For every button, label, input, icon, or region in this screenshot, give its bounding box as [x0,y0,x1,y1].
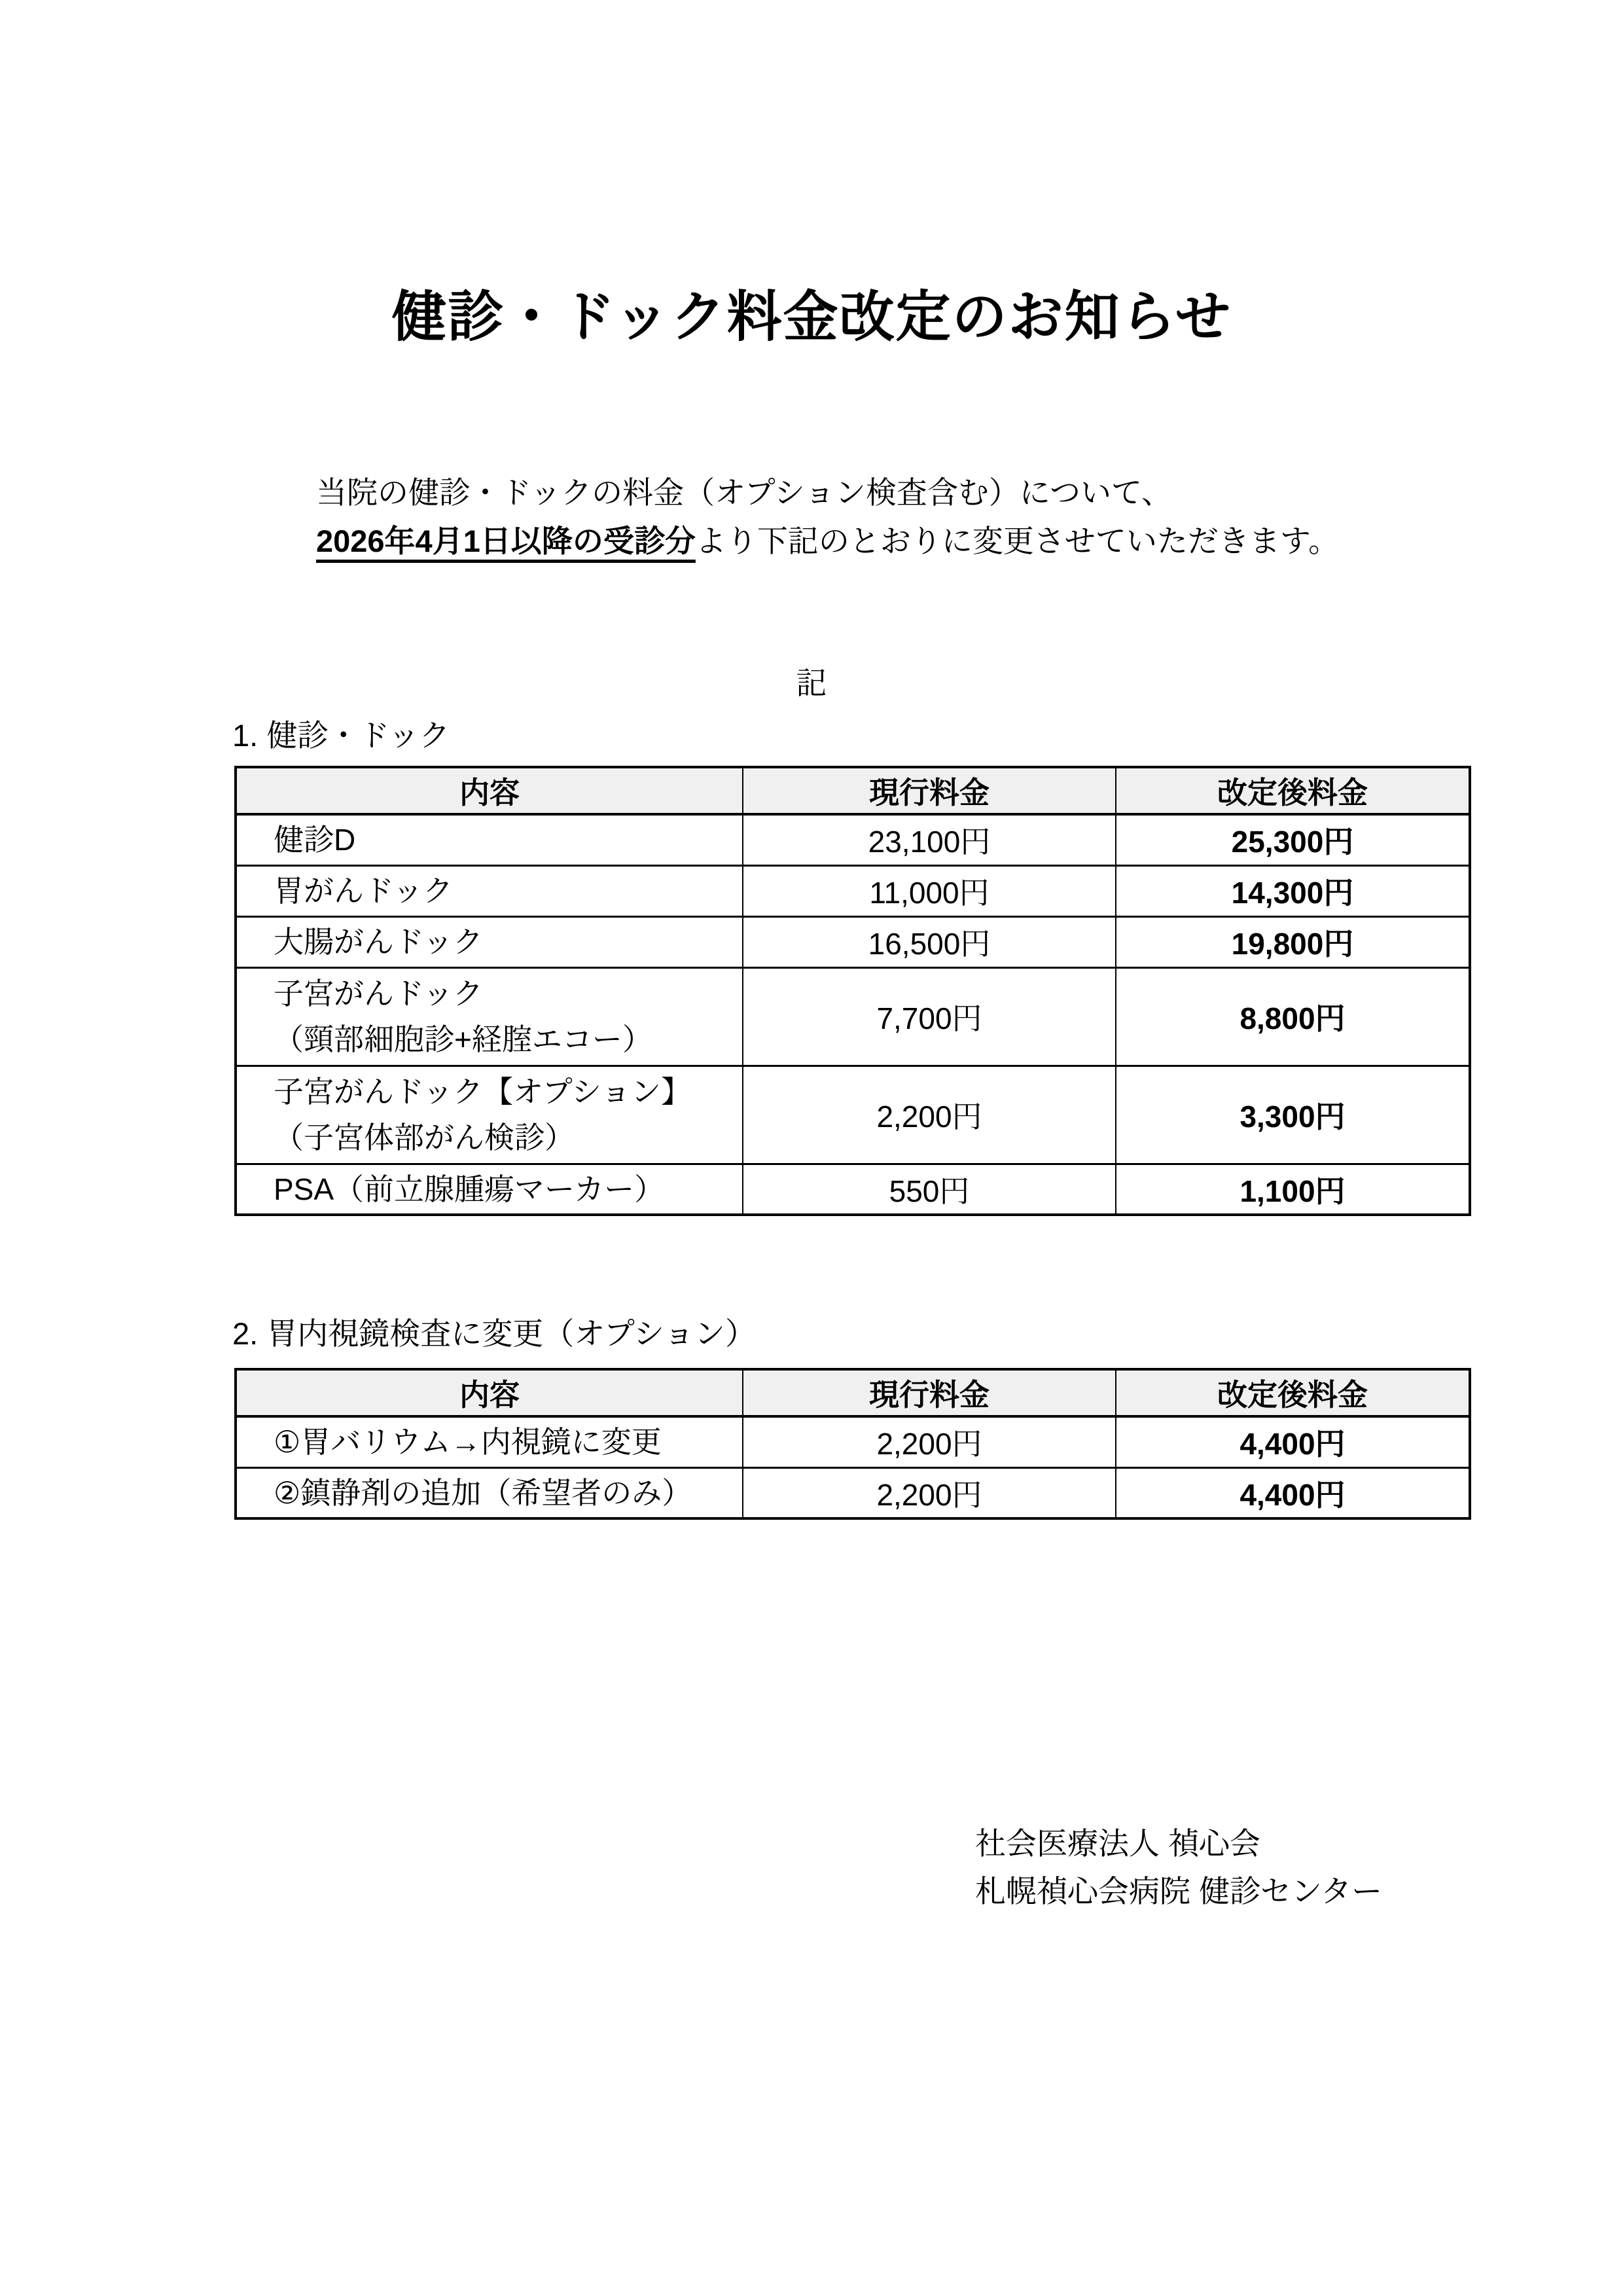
revised-fee: 14,300円 [1116,865,1470,916]
table-header-row [236,767,1470,814]
revised-fee: 4,400円 [1116,1416,1470,1467]
intro-line1: 当院の健診・ドックの料金（オプション検査含む）について、 [316,475,1173,510]
table-row [236,1164,1470,1215]
table-row [236,1416,1470,1467]
section1-heading: 1. 健診・ドック [232,718,450,753]
intro-line2 [316,517,1339,565]
column-header-content: 内容 [236,1369,743,1416]
current-fee: 16,500円 [743,916,1116,967]
organization-name: 社会医療法人 禎心会 [975,1826,1261,1861]
item-name: 大腸がんドック [236,916,743,967]
hospital-department-name: 札幌禎心会病院 健診センター [975,1874,1383,1909]
revised-fee: 4,400円 [1116,1467,1470,1518]
endoscopy-option-table [234,1368,1471,1520]
table-header-row [236,1369,1470,1416]
current-fee: 11,000円 [743,865,1116,916]
column-header-revised-fee: 改定後料金 [1116,767,1470,814]
current-fee: 7,700円 [743,967,1116,1066]
effective-date-emphasis: 2026年4月1日以降の受診分 [316,524,696,558]
item-name-line1: 子宮がんドック【オプション】 [274,1075,692,1109]
item-name: ①胃バリウム→内視鏡に変更 [236,1416,743,1467]
item-name: 胃がんドック [236,865,743,916]
item-name [236,1066,743,1164]
revised-fee: 19,800円 [1116,916,1470,967]
column-header-content: 内容 [236,767,743,814]
note-mark: 記 [796,666,827,700]
revised-fee: 25,300円 [1116,814,1470,865]
table-row [236,1467,1470,1518]
table-row [236,865,1470,916]
column-header-current-fee: 現行料金 [743,1369,1116,1416]
item-name: 健診D [236,814,743,865]
item-name-line2: （子宮体部がん検診） [274,1121,575,1155]
column-header-current-fee: 現行料金 [743,767,1116,814]
revised-fee: 8,800円 [1116,967,1470,1066]
table-row [236,916,1470,967]
table-row [236,1066,1470,1164]
item-name: ②鎮静剤の追加（希望者のみ） [236,1467,743,1518]
item-name: PSA（前立腺腫瘍マーカー） [236,1164,743,1215]
current-fee: 23,100円 [743,814,1116,865]
page-title: 健診・ドック料金改定のお知らせ [391,286,1232,348]
intro-line2-rest: より下記のとおりに変更させていただきます。 [695,524,1340,558]
current-fee: 2,200円 [743,1467,1116,1518]
signature-block [975,1820,1382,1915]
checkup-fees-table [234,766,1471,1216]
item-name [236,967,743,1066]
table-row [236,814,1470,865]
table-row [236,967,1470,1066]
current-fee: 550円 [743,1164,1116,1215]
revised-fee: 1,100円 [1116,1164,1470,1215]
current-fee: 2,200円 [743,1416,1116,1467]
current-fee: 2,200円 [743,1066,1116,1164]
item-name-line2: （頸部細胞診+経腟エコー） [274,1022,652,1056]
revised-fee: 3,300円 [1116,1066,1470,1164]
item-name-line1: 子宮がんドック [274,977,484,1011]
section2-heading: 2. 胃内視鏡検査に変更（オプション） [232,1316,757,1351]
column-header-revised-fee: 改定後料金 [1116,1369,1470,1416]
intro-paragraph [316,469,1339,565]
